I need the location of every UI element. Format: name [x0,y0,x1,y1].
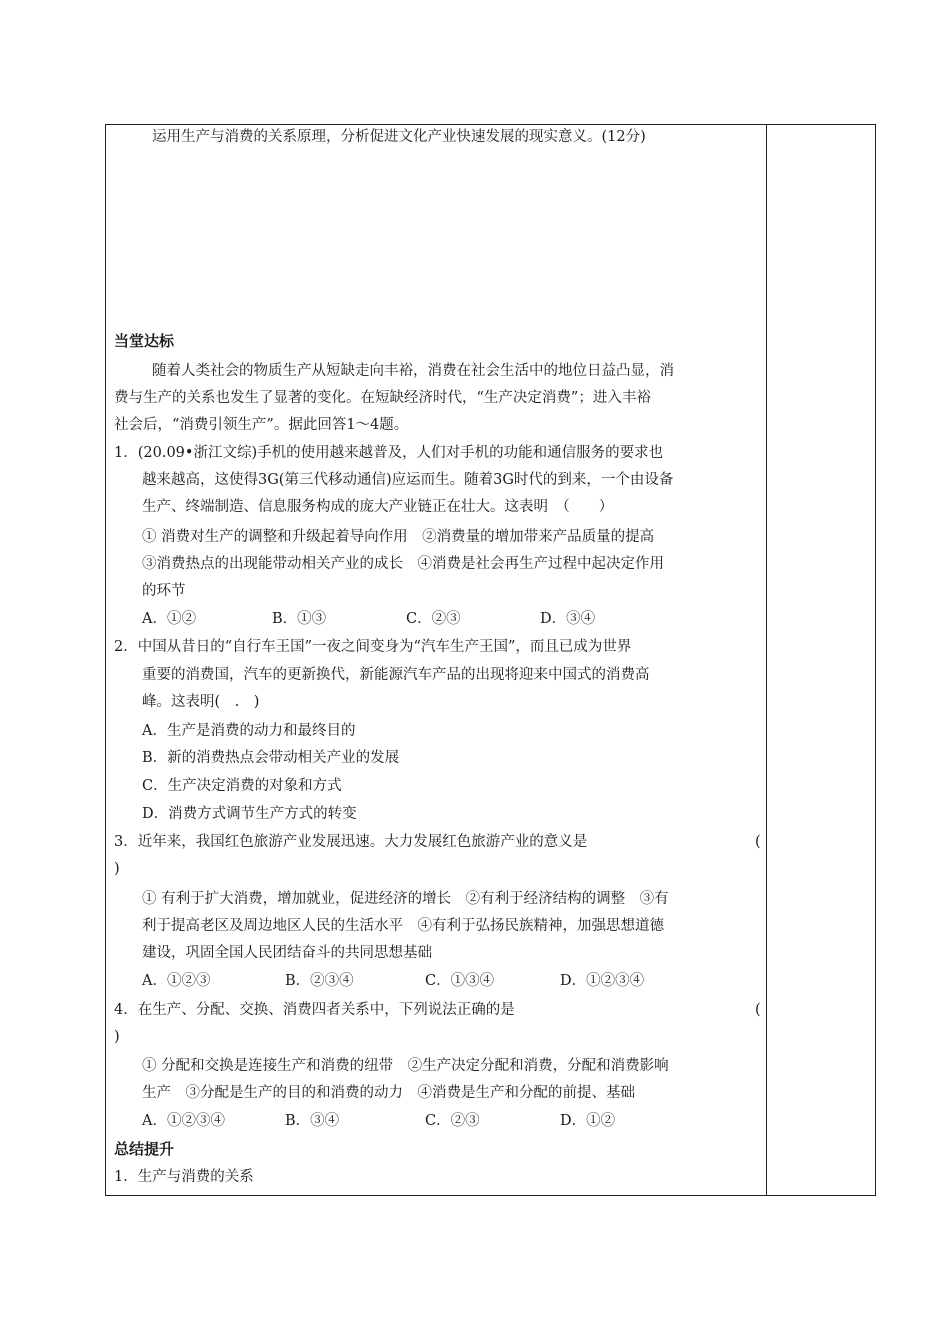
q2-stem-line-2: 重要的消费国，汽车的更新换代，新能源汽车产品的出现将迎来中国式的消费高 [142,667,650,683]
summary-item-1: 1．生产与消费的关系 [114,1169,254,1185]
q1-option-a[interactable]: A．①② [142,611,196,627]
q1-stem-line-3: 生产、终端制造、信息服务构成的庞大产业链正在壮大。这表明 （ ） [142,499,614,515]
q1-options [142,609,595,629]
q1-stem-line-1: 1．(20.09•浙江文综)手机的使用越来越普及，人们对手机的功能和通信服务的要求也 [114,445,664,461]
section-heading-practice: 当堂达标 [114,332,175,350]
q2-stem-line-3: 峰。这表明( . ) [142,694,260,710]
q1-option-d[interactable]: D．③④ [540,611,596,627]
q4-option-c[interactable]: C．②③ [425,1113,480,1129]
q3-statement-3: 建设，巩固全国人民团结奋斗的共同思想基础 [142,945,432,961]
q4-options [142,1111,615,1131]
right-column-divider [766,125,767,1195]
q3-answer-paren-open: ( [755,834,761,850]
q1-statement-3: 的环节 [142,583,186,599]
q4-option-b[interactable]: B．③④ [285,1113,340,1129]
worksheet-table [105,124,876,1196]
q3-option-d[interactable]: D．①②③④ [560,973,645,989]
q3-option-c[interactable]: C．①③④ [425,973,495,989]
q3-statement-2: 利于提高老区及周边地区人民的生活水平 ④有利于弘扬民族精神，加强思想道德 [142,918,664,934]
q3-stem: 3．近年来，我国红色旅游产业发展迅速。大力发展红色旅游产业的意义是 [114,834,588,850]
intro-line-1: 随着人类社会的物质生产从短缺走向丰裕，消费在社会生活中的地位日益凸显，消 [152,363,674,379]
q1-statement-2: ③消费热点的出现能带动相关产业的成长 ④消费是社会再生产过程中起决定作用 [142,556,664,572]
q4-answer-paren-close: ) [114,1029,120,1045]
q4-statement-2: 生产 ③分配是生产的目的和消费的动力 ④消费是生产和分配的前提、基础 [142,1085,635,1101]
q4-stem: 4．在生产、分配、交换、消费四者关系中，下列说法正确的是 [114,1002,515,1018]
q3-answer-paren-close: ) [114,861,120,877]
top-question: 运用生产与消费的关系原理，分析促进文化产业快速发展的现实意义。(12分) [152,129,646,145]
q3-statement-1: ① 有利于扩大消费，增加就业，促进经济的增长 ②有利于经济结构的调整 ③有 [142,891,669,907]
q4-option-a[interactable]: A．①②③④ [142,1113,225,1129]
q4-option-d[interactable]: D．①② [560,1113,616,1129]
q3-options [142,971,644,991]
q2-option-d[interactable]: D．消费方式调节生产方式的转变 [142,806,357,822]
intro-line-2: 费与生产的关系也发生了显著的变化。在短缺经济时代，“生产决定消费”；进入丰裕 [114,390,651,406]
q2-option-a[interactable]: A．生产是消费的动力和最终目的 [142,723,356,739]
q1-option-c[interactable]: C．②③ [406,611,461,627]
intro-line-3: 社会后，“消费引领生产”。据此回答1～4题。 [114,417,409,433]
q1-statement-1: ① 消费对生产的调整和升级起着导向作用 ②消费量的增加带来产品质量的提高 [142,529,655,545]
section-heading-summary: 总结提升 [114,1140,175,1158]
q3-option-a[interactable]: A．①②③ [142,973,211,989]
q1-stem-line-2: 越来越高，这使得3G(第三代移动通信)应运而生。随着3G时代的到来，一个由设备 [142,472,674,488]
q2-option-b[interactable]: B．新的消费热点会带动相关产业的发展 [142,750,400,766]
q1-option-b[interactable]: B．①③ [272,611,327,627]
q4-statement-1: ① 分配和交换是连接生产和消费的纽带 ②生产决定分配和消费，分配和消费影响 [142,1058,669,1074]
q2-stem-line-1: 2．中国从昔日的“自行车王国”一夜之间变身为“汽车生产王国”，而且已成为世界 [114,639,632,655]
q4-answer-paren-open: ( [755,1002,761,1018]
q2-option-c[interactable]: C．生产决定消费的对象和方式 [142,778,342,794]
q3-option-b[interactable]: B．②③④ [285,973,354,989]
